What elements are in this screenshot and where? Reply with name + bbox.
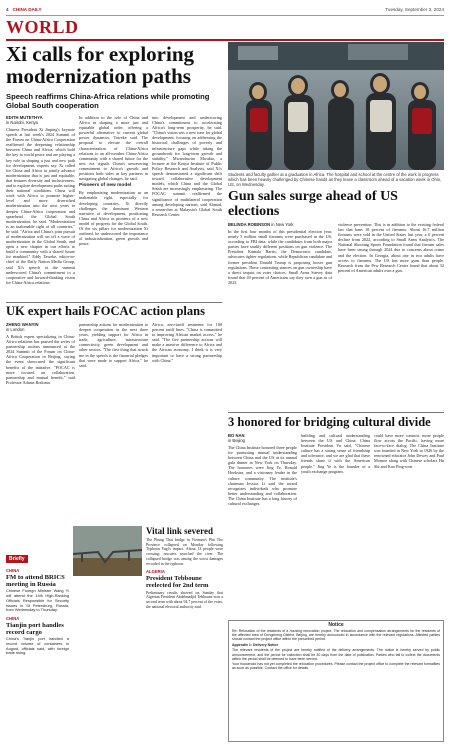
story2-body-1: In the first four months of this presidential election year, nearly 5 million small firearms were purchased in the US, according to FBI data, while the candidates from both major parties have starkly different positions on gun violence. The President Kamala Harris, the Democratic candidate, advocates tighter regulations, while Republican candidate and former president Donald Trump is proposing looser gun regulations. These contrasting stances on gun ownership have a direct impact on voter choices. Small Arms Survey data found that 49 percent of Americans say they own a gun as of 2023. [228, 229, 332, 285]
story2-headline: Gun sales surge ahead of US elections [228, 189, 398, 219]
lead-byline [6, 115, 75, 125]
photo-image [228, 42, 444, 170]
lead-deck: Speech reaffirms China-Africa relations while promoting Global South cooperation [6, 92, 210, 110]
brief-headline: FM to attend BRICS meeting in Russia [6, 574, 65, 589]
brief-item [6, 616, 69, 656]
story4-headline: 3 honored for bridging cultural divide [228, 415, 431, 429]
story4-body-2: building and cultural understanding between the US and China. China Institute President Yu said, "Chinese culture has a strong sense of friendship and tolerance, and we are glad that these friends share it with the American people." Jing Ye is the founder of a youth exchange program. [301, 433, 370, 474]
byline-name: EDITH MUTETHYA [6, 115, 43, 120]
lead-headline: Xi calls for exploring modernization paths [6, 42, 195, 88]
vital-label: ALGERIA [146, 569, 165, 575]
bridge-image [73, 526, 142, 576]
story3-headline: UK expert hails FOCAC action plans [6, 304, 205, 318]
notice-box [228, 620, 444, 742]
top-rule [6, 15, 444, 16]
lead-body-3: into development and underscoring China's commitment to accelerating Africa's long-term prosperity, he said. "China's vision sets a new tone for global development, focusing on addressing the historical challenges of poverty and infrastructure gaps while taking the groundwork for long-term growth and stability." Mwandawiro Mwakio, a lecturer at the Kenya Institute of Public Policy Research and Analysis, said Xi's speech demonstrated a significant shift toward collaborative development models, which China and the Global South are increasingly emphasizing. The FOCAC summit reaffirmed the significance of multilateral cooperation among developing nations, said Ahmad, a researcher at Malaysia's Global South Research Center. [152, 115, 222, 217]
lead-subhead: Pioneers of new model [79, 183, 132, 189]
brief-label: CHINA [6, 615, 20, 621]
byline-location: in Nairobi, Kenya [6, 120, 38, 125]
brief-label: CHINA [6, 568, 20, 573]
story2-byline [228, 222, 332, 227]
story2-col-2 [338, 222, 444, 408]
lead-col-3 [152, 115, 222, 299]
vital-headline: Vital link severed [146, 526, 213, 536]
story3-col-2 [79, 322, 148, 522]
brief-text: China's Tianjin port handled a record volume of containers in August, officials said, with foreign trade rising. [6, 636, 69, 656]
vital-photo [73, 526, 142, 576]
section-title: WORLD [6, 17, 79, 37]
vital-text: The Phung Thai bridge in Vietnam's Phu Tho Province collapsed on Monday following Typhoon Yagi's impact. About 13 people were crossing; rescuers searched the river. The collapsed bridge was among the worst damages recorded in the typhoon. [146, 538, 223, 566]
byline-location: in New York [271, 222, 294, 227]
story3-col-3 [152, 322, 222, 522]
story4-body-1: The China Institute honored three people for promoting mutual understanding between China and the US at its annual gala dinner in New York on Thursday. The honorees were Jing Ye, Ronald Hoekstra, and a visionary leader in the culture community. The institute's chairman Jessica Li said the award recognizes individuals who promote better understanding and collaboration. The China Institute has a long history of cultural exchanges. [228, 445, 297, 507]
brief-item [6, 568, 69, 613]
byline-name: BELINDA ROBINSON [228, 222, 271, 227]
byline-name: BO NAN [228, 433, 245, 438]
lead-col-1 [6, 115, 75, 299]
news-photo [228, 42, 444, 170]
masthead-bar [6, 4, 444, 14]
notice-appendix: Appendix 1: Delivery Notice [232, 642, 279, 647]
divider-rule [6, 302, 222, 303]
byline-name: ZHENG WANYIN [6, 322, 39, 327]
notice-title: Notice [328, 622, 344, 628]
lead-col-2 [79, 115, 148, 299]
byline-location: in Beijing [228, 438, 245, 443]
story4-byline [228, 433, 297, 443]
story3-body-2: partnership actions for modernization to deepen cooperation in the next three years, yielding support for Africa in trade, agriculture, infrastructure connectivity, green development and other sectors. "The first thing that struck me in the speech is the financial pledges that were made to support Africa," he said. [79, 322, 148, 368]
story2-body-2: violence prevention. This is in addition to the existing federal law that bans 18 percent of firearms. About 16.7 million firearms were sold in the United States last year, a 6 percent decline from 2022, according to Small Arms Analytics. The National Shooting Sports Foundation found that firearm sales have been strong through 2024 due to concerns about crime and the election. In Georgia, about one in two adults have access to firearms. The US has more guns than people. Research from the Pew Research Center found that about 32 percent of American adults own a gun. [338, 222, 444, 273]
issue-date: Tuesday, September 3, 2024 [385, 6, 444, 12]
story3-col-1 [6, 322, 75, 522]
vital-headline-2: President Tebboune reelected for 2nd term [146, 575, 209, 590]
divider-rule-2 [228, 412, 444, 413]
briefly-box [6, 547, 69, 656]
story4-body-3: could have more contacts, more people flow across the Pacific, having more face-to-face dialog. The China Institute was founded in New York in 1926 by the renowned educator John Dewey and Paul Monroe along with Chinese scholars Hu Shi and Kuo Ping-wen. [374, 433, 444, 469]
section-rule [6, 39, 444, 41]
notice-text-3: Your household has not yet completed the relocation procedures. Please contact the project office to complete the relevant formalities as soon as possible. Contact the office for details. [232, 662, 440, 671]
story4-col-2 [301, 433, 370, 616]
publication-name: CHINA DAILY [12, 6, 42, 12]
story3-byline [6, 322, 75, 332]
story4-col-3 [374, 433, 444, 616]
briefly-tag: Briefly [6, 555, 28, 563]
notice-text-2: The relevant residents of the project are hereby notified of the delivery arrangements. The notice is hereby served by public announcement, and the period for collection shall be 30 days from the date of publication. Parties who fail to collect the documents within the period shall be deemed to have been served. [232, 648, 440, 661]
vital-link-box [146, 526, 223, 609]
story3-body-3: Africa, zero-tariff treatment for 100 percent tariff lines. "China is committed to improving African market access," he said. "The five partnership actions will make a massive difference to Africa and the African economy. I think it is very important to have a strong partnership with China." [152, 322, 222, 363]
page-number: 4 [6, 6, 9, 12]
brief-text: Chinese Foreign Minister Wang Yi will attend the 14th High-Ranking Officials Responsible for Security Issues in St Petersburg, Russia, from Wednesday to Thursday. [6, 588, 69, 613]
byline-location: in London [6, 327, 25, 332]
story3-body-1: A British expert specializing in China-Africa relations has praised the series of partnership actions announced at the 2024 Summit of the Forum on China-Africa Cooperation in Beijing, saying the event showcased the significant benefits of the initiative. "FOCAC is more focused on collaboration, partnership and mutual benefit," said Professor Adams Bodomo. [6, 334, 75, 385]
story4-col-1 [228, 433, 297, 616]
notice-text-1: Re: Relocation of the residents of a housing renovation project. The relocation and compensation arrangements for the residents of the affected area of Dongcheng District, Beijing, are hereby announced in accordance with the relevant regulations. Affected parties should contact the project office within the prescribed period. [232, 629, 440, 642]
lead-body-2: In addition to the role of China and Africa in shaping a more just and equitable global order, offering a powerful alternative to current global power dynamics, Taweke said. The proposal to elevate the overall characterization of China-Africa relations to an all-weather China-Africa community with a shared future for the new era signals China's unwavering commitment to Africa's growth and positions both sides as key partners in navigating global changes, he said. [79, 115, 148, 182]
story2-col-1 [228, 222, 332, 408]
vital-text-2: Preliminary results showed on Sunday that Algerian President Abdelmadjid Tebboune won a second term with about 94.7 percent of the votes, the national electoral authority said. [146, 590, 223, 609]
lead-body-2b: By emphasizing modernization as an inalienable right, especially for developing countries, Xi directly challenges the dominant Western narrative of development, positioning China and Africa as pioneers of a new model of progress for the Global South. Of the six pillars for modernization Xi outlined, he underscored the importance of industrialization, green growth and peace. [79, 190, 148, 247]
photo-caption: Students and faculty gather at a graduation in Africa. The hospital and school at the centre of the work in progress which has been heavily challenged by Chinese hands as they leave a classroom ahead of a vacation week in Ohio, US, on Wednesday. [228, 172, 442, 187]
lead-body-1: Chinese President Xi Jinping's keynote speech at last week's 2024 Summit of the Forum on China-Africa Cooperation reaffirmed the deepening relationship between China and Africa, which hold the key to world peace and are playing a key role in shaping a just and new path for development, experts say. Xi called for China and Africa to jointly advance modernization that is just and equitable, that features diversity and inclusiveness, and to explore development paths suiting their national conditions. China will work with Africa to promote higher-level and more diversified modernization into the next years to deepen China-Africa cooperation and spearhead the Global South modernization, he said. "Modernization is an inalienable right of all countries," he said. "Africa and China's joint pursuit of modernization will set off a wave of modernization in the Global South, and open a new chapter in our efforts to build a community with a shared future for mankind." Eddy Taweke, editor-in-chief of the Daily Nation Media Group, said Xi's speech at the summit underscored China's commitment to a cooperative and forward-thinking vision for China-Africa relations. [6, 127, 75, 285]
brief-headline: Tianjin port handles record cargo [6, 621, 64, 637]
